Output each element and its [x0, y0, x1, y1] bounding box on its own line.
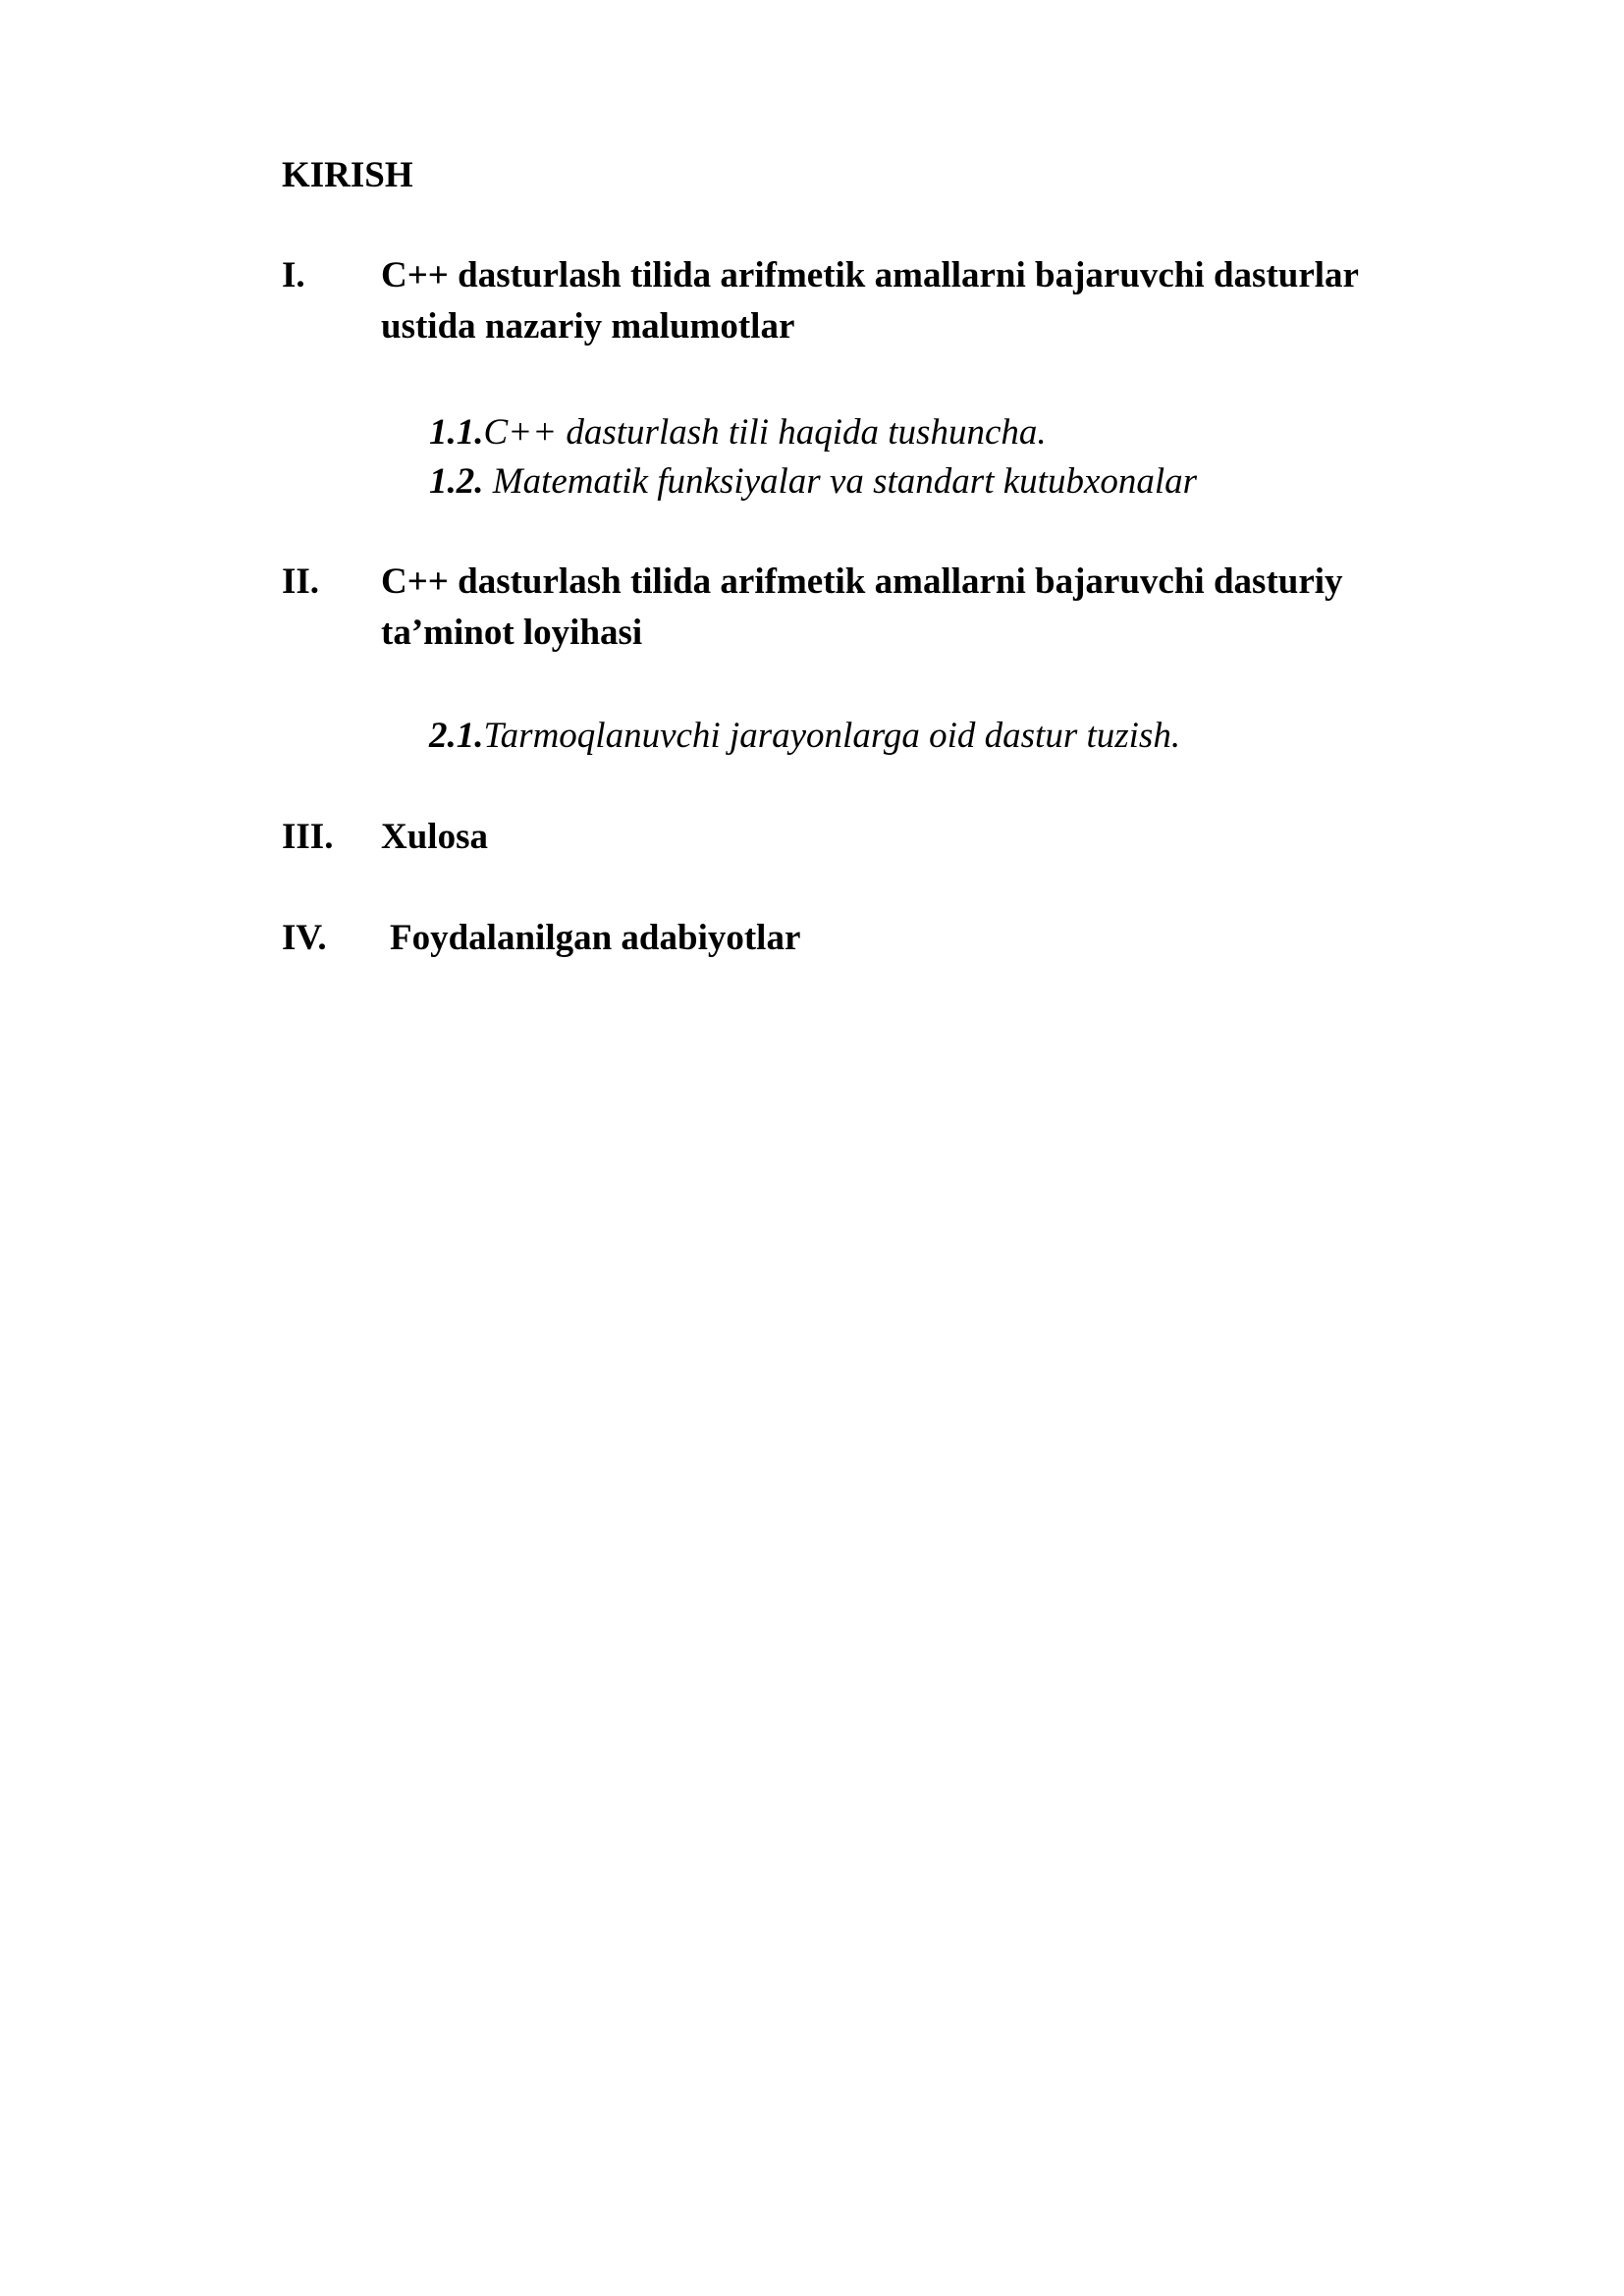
subsection-1-1-title: C++ dasturlash tili haqida tushuncha.: [483, 412, 1047, 453]
section-4-title: Foydalanilgan adabiyotlar: [390, 918, 801, 958]
section-2-title-line1: C++ dasturlash tilida arifmetik amallarni bajaruvchi dasturiy: [381, 561, 1343, 602]
subsection-1-2-title: Matematik funksiyalar va standart kutubxonalar: [483, 461, 1198, 502]
subsection-1-1: [429, 408, 1047, 457]
toc-intro: KIRISH: [282, 155, 413, 195]
section-2-title-line2: ta’minot loyihasi: [381, 613, 643, 653]
section-4-number: IV.: [282, 918, 327, 958]
section-3-number: III.: [282, 817, 334, 857]
section-2-number: II.: [282, 561, 320, 602]
subsection-2-1: [429, 712, 1180, 761]
subsection-2-1-number: 2.1.: [429, 716, 484, 756]
section-3-title: Xulosa: [381, 817, 488, 857]
subsection-1-2-number: 1.2.: [429, 461, 484, 502]
section-1-title: [381, 250, 1540, 352]
section-1-number: I.: [282, 255, 305, 295]
section-1-title-line1: C++ dasturlash tilida arifmetik amallarni bajaruvchi dasturlar: [381, 255, 1359, 295]
subsection-1-2: [429, 457, 1197, 507]
subsection-2-1-title: Tarmoqlanuvchi jarayonlarga oid dastur tuzish.: [483, 716, 1181, 756]
subsection-1-1-number: 1.1.: [429, 412, 484, 453]
section-1-title-line2: ustida nazariy malumotlar: [381, 306, 795, 347]
section-2-title: [381, 557, 1540, 659]
